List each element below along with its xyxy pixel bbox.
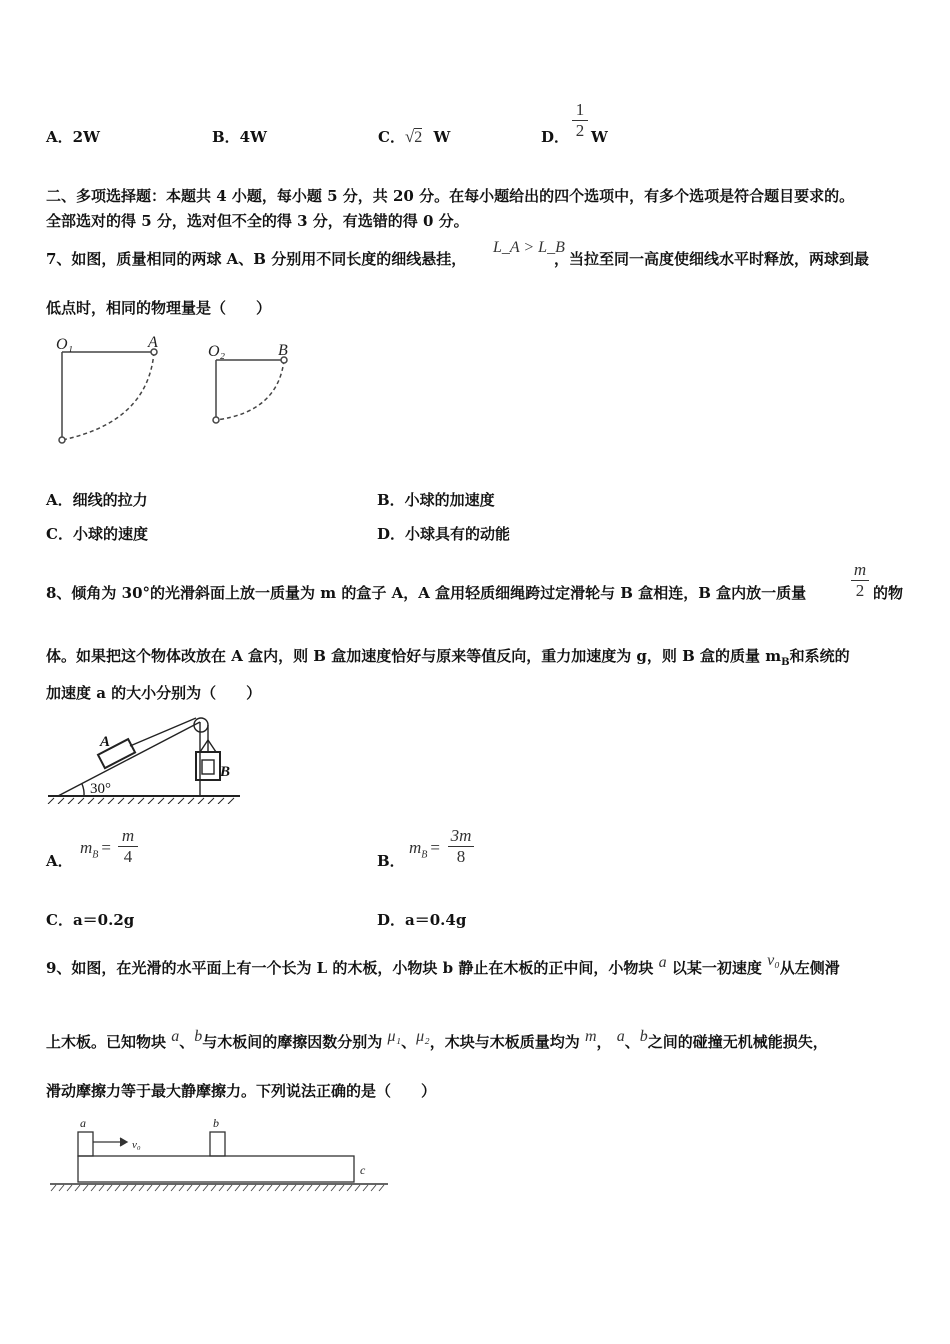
q9-stem-b3: ，木块与木板质量均为	[429, 1033, 580, 1051]
q7-option-c: C．小球的速度	[46, 525, 148, 543]
q8-option-a-den: 4	[118, 846, 138, 867]
q8-option-b-fraction	[448, 826, 474, 867]
q8-stem-c-line	[46, 646, 850, 673]
q6-option-c	[378, 127, 450, 148]
q8-option-b-eq: =	[430, 838, 440, 857]
q8-option-a-fraction	[118, 826, 138, 867]
q9-stem-c: 滑动摩擦力等于最大静摩擦力。下列说法正确的是（ ）	[46, 1082, 437, 1100]
q8-fig-a-label: A	[100, 734, 111, 750]
q8-fig-angle-label: 30°	[90, 781, 111, 797]
q8-option-b-den: 8	[448, 846, 474, 867]
q9-stem-b1: 上木板。已知物块	[46, 1033, 167, 1051]
q9-stem-b2: 与木板间的摩擦因数分别为	[202, 1033, 383, 1051]
q8-option-a-label: A．	[46, 852, 73, 870]
q9-sym-v0: v₀	[767, 952, 780, 969]
q9-stem-b4: ，	[596, 1033, 612, 1051]
q8-stem-c-sub: B	[781, 657, 790, 668]
q7-stem-b: ，当拉至同一高度使细线水平时释放，两球到最	[554, 250, 870, 268]
q8-stem-b: 的物	[873, 584, 904, 602]
sqrt-radicand: 2	[414, 129, 423, 146]
q6-option-b: B．4W	[212, 128, 267, 146]
q8-option-b-lhs	[409, 838, 440, 865]
q9-sym-b2: b	[639, 1028, 648, 1045]
q7-option-b: B．小球的加速度	[377, 491, 495, 509]
q8-option-c: C．a＝0.2g	[46, 911, 135, 929]
section2-line2: 全部选对的得 5 分，选对但不全的得 3 分，有选错的得 0 分。	[46, 212, 469, 230]
q7-option-a: A．细线的拉力	[46, 491, 148, 509]
q9-fig-v0-label: v₀	[132, 1139, 141, 1151]
q8-frac-numerator: m	[853, 560, 867, 579]
q9-sep1: 、	[179, 1033, 195, 1051]
q9-sym-a: a	[658, 954, 667, 971]
q8-stem-c: 体。如果把这个物体改放在 A 盒内，则 B 盒加速度恰好与原来等值反向，重力加速度为 g，则 B 盒的质量 m	[46, 647, 782, 665]
q7-stem-c: 低点时，相同的物理量是（ ）	[46, 299, 272, 317]
q8-option-b-sub: B	[421, 849, 428, 861]
q9-sym-a2: a	[171, 1028, 180, 1045]
q9-fig-c-label: c	[360, 1163, 366, 1177]
q9-sym-m: m	[584, 1028, 597, 1045]
q8-option-a-eq: =	[101, 838, 111, 857]
q9-stem-a2: 以某一初速度	[671, 959, 762, 977]
q9-stem-a1: 9、如图，在光滑的水平面上有一个长为 L 的木板，小物块 b 静止在木板的正中间，小物块	[46, 959, 654, 977]
q7-figure	[40, 330, 310, 455]
q8-option-a-m: m	[80, 838, 93, 857]
q6-option-d-label: D．	[541, 128, 570, 146]
q7-formula: L_A > L_B	[493, 239, 565, 256]
q9-fig-b-label: b	[213, 1116, 219, 1130]
q6-option-d-denominator: 2	[572, 120, 588, 141]
q8-option-a-sub: B	[92, 849, 99, 861]
q8-option-d: D．a＝0.4g	[377, 911, 467, 929]
q8-frac-denominator: 2	[851, 580, 869, 601]
q8-option-a-num: m	[121, 826, 135, 845]
q8-stem-d: 加速度 a 的大小分别为（ ）	[46, 684, 262, 702]
q9-stem-b5: 之间的碰撞无机械能损失，	[647, 1033, 828, 1051]
q8-stem-c-end: 和系统的	[789, 647, 850, 665]
q8-mass-fraction	[851, 560, 869, 601]
q8-fig-b-label: B	[220, 764, 231, 780]
q7-stem-a: 7、如图，质量相同的两球 A、B 分别用不同长度的细线悬挂，	[46, 250, 467, 268]
q7-fig-o1-label: O₁	[56, 336, 74, 353]
q6-option-d-numerator: 1	[575, 100, 585, 119]
section2-line1: 二、多项选择题：本题共 4 小题，每小题 5 分，共 20 分。在每小题给出的四个选项中，有多个选项是符合题目要求的。	[46, 187, 855, 205]
q7-option-d: D．小球具有的动能	[377, 525, 511, 543]
q6-option-c-label: C．	[378, 128, 405, 146]
q6-option-d-fraction	[572, 100, 588, 141]
sqrt-sign: √	[404, 127, 415, 146]
q8-option-b-label: B．	[377, 852, 405, 870]
q7-fig-b-label: B	[278, 342, 288, 359]
q6-option-c-unit: W	[433, 128, 451, 146]
q9-line2	[46, 1028, 828, 1053]
q9-sym-a3: a	[616, 1028, 625, 1045]
q9-stem-a3: 从左侧滑	[779, 959, 840, 977]
q8-option-a-lhs	[80, 838, 111, 865]
q7-fig-o2-label: O₂	[208, 343, 226, 360]
q9-sep3: 、	[624, 1033, 640, 1051]
q9-sym-mu1: μ₁	[387, 1028, 402, 1045]
q6-option-a: A．2W	[46, 128, 100, 146]
q9-sep2: 、	[401, 1033, 417, 1051]
q8-option-b-m: m	[409, 838, 422, 857]
q9-sym-b: b	[194, 1028, 203, 1045]
q6-option-d-unit: W	[591, 128, 608, 146]
q8-option-b-num: 3m	[450, 826, 472, 845]
q9-line1	[46, 952, 840, 979]
q8-figure	[44, 712, 244, 804]
q9-figure	[44, 1112, 394, 1194]
q9-sym-mu2: μ₂	[416, 1028, 430, 1045]
q8-stem-a: 8、倾角为 30°的光滑斜面上放一质量为 m 的盒子 A，A 盒用轻质细绳跨过定滑轮与 B 盒相连，B 盒内放一质量	[46, 584, 807, 602]
q9-fig-a-label: a	[80, 1116, 86, 1130]
q7-fig-a-label: A	[148, 334, 158, 351]
